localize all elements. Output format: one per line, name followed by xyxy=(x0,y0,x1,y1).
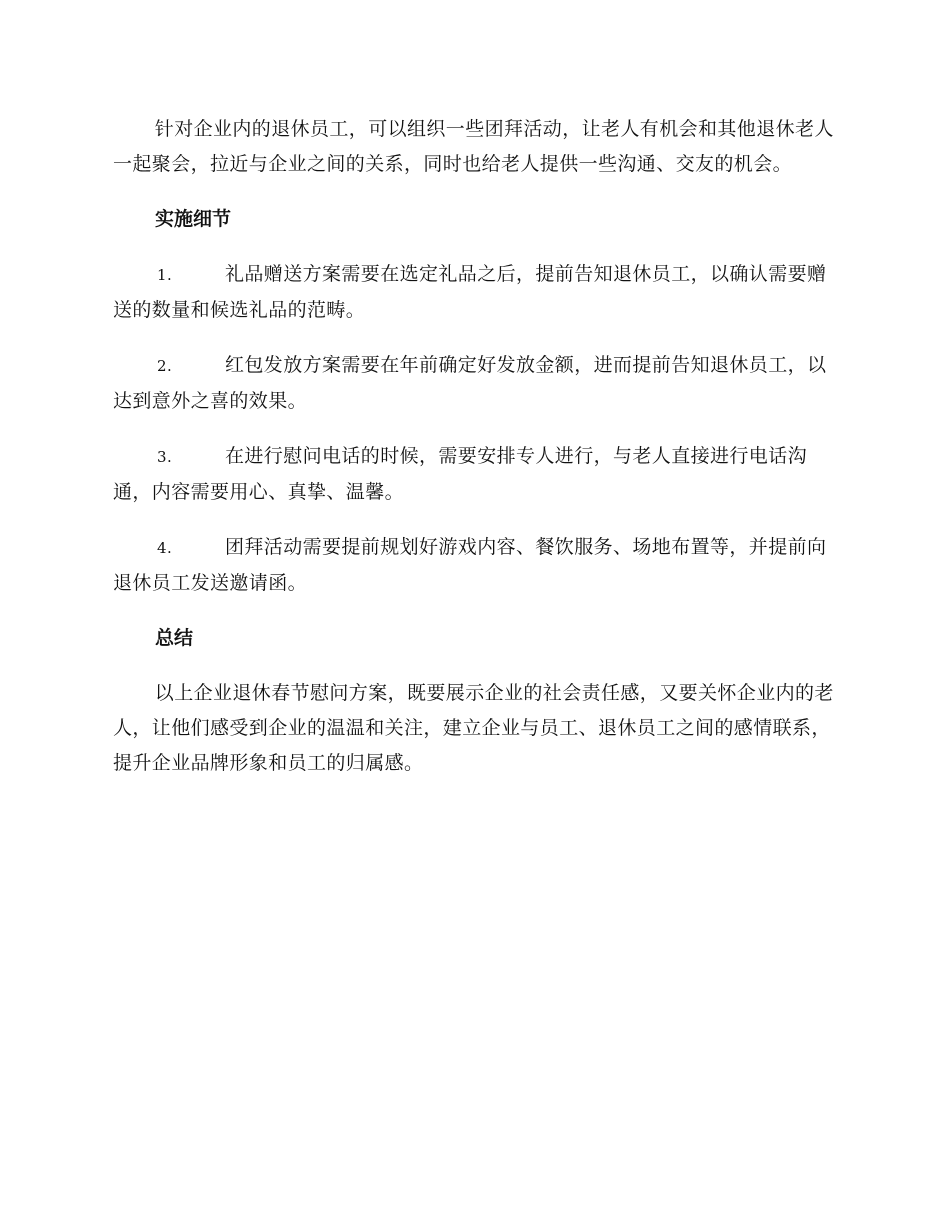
list-item xyxy=(113,348,835,419)
document-page xyxy=(113,112,835,781)
list-item xyxy=(113,439,835,510)
list-item-text: 礼品赠送方案需要在选定礼品之后，提前告知退休员工，以确认需要赠送的数量和候选礼品的范畴。 xyxy=(113,263,827,321)
summary-paragraph: 以上企业退休春节慰问方案，既要展示企业的社会责任感，又要关怀企业内的老人，让他们感受到企业的温温和关注，建立企业与员工、退休员工之间的感情联系，提升企业品牌形象和员工的归属感。 xyxy=(113,682,834,774)
list-item-text: 红包发放方案需要在年前确定好发放金额，进而提前告知退休员工，以达到意外之喜的效果。 xyxy=(113,354,827,412)
list-item xyxy=(113,530,835,601)
list-item xyxy=(113,257,835,328)
list-item-number: 2. xyxy=(157,357,173,375)
details-heading: 实施细节 xyxy=(155,208,232,230)
list-item-text: 团拜活动需要提前规划好游戏内容、餐饮服务、场地布置等，并提前向退休员工发送邀请函。 xyxy=(113,536,827,594)
list-item-text: 在进行慰问电话的时候，需要安排专人进行，与老人直接进行电话沟通，内容需要用心、真挚、温馨。 xyxy=(113,445,808,503)
summary-heading: 总结 xyxy=(155,627,194,649)
list-item-number: 4. xyxy=(157,539,173,557)
list-item-number: 3. xyxy=(157,448,173,466)
intro-paragraph: 针对企业内的退休员工，可以组织一些团拜活动，让老人有机会和其他退休老人一起聚会，拉近与企业之间的关系，同时也给老人提供一些沟通、交友的机会。 xyxy=(113,118,834,175)
list-item-number: 1. xyxy=(157,266,173,284)
